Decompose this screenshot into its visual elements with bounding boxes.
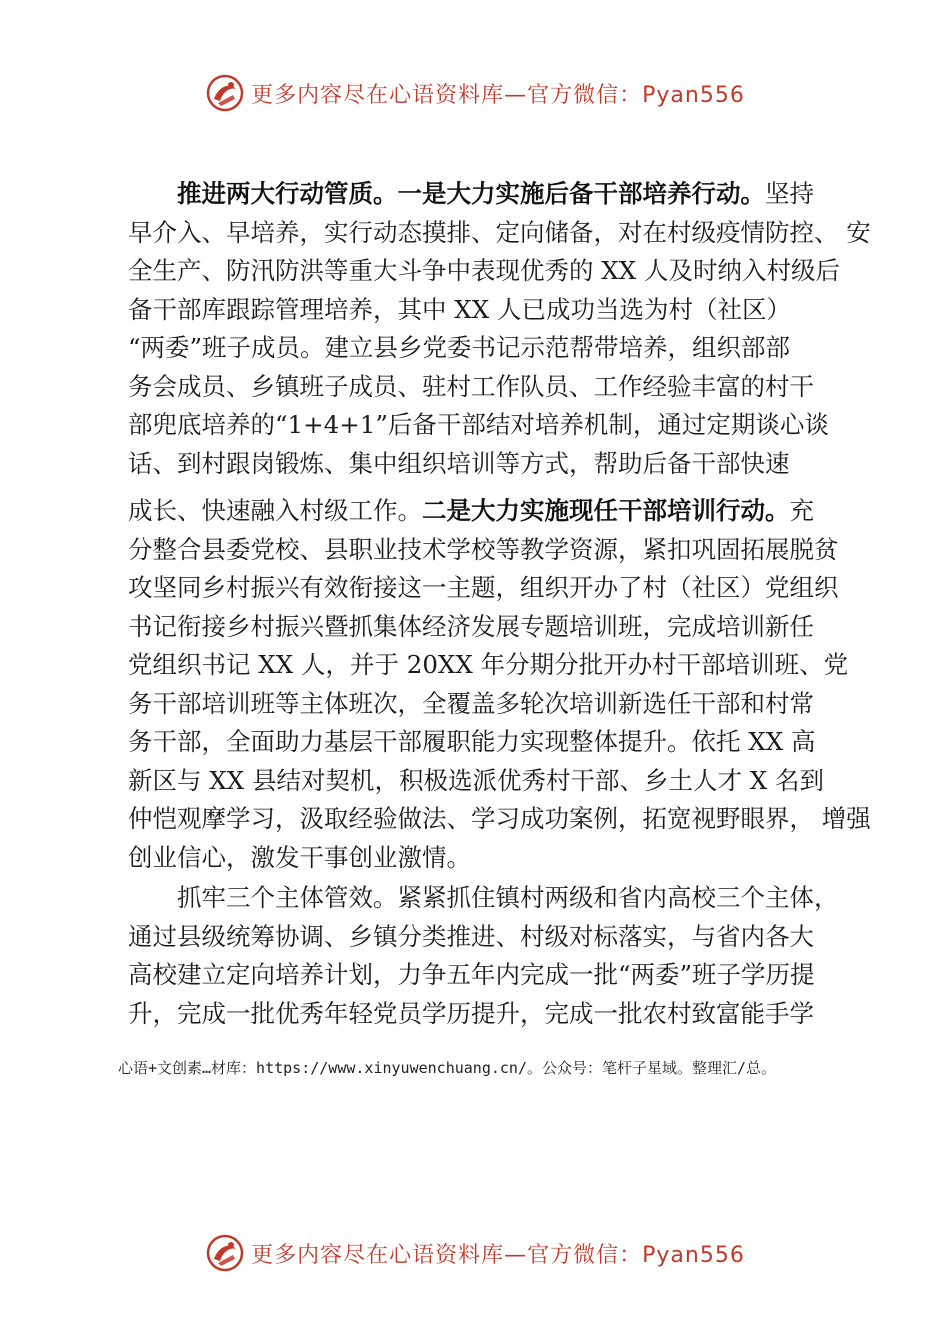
bold-phrase: 一是大力实施后备干部培养行动。 bbox=[397, 179, 765, 208]
text-line: 升，完成一批优秀年轻党员学历提升，完成一批农村致富能手学 bbox=[128, 998, 814, 1028]
banner-text: 更多内容尽在心语资料库—官方微信：Pyan556 bbox=[251, 82, 745, 108]
text-line: 务会成员、乡镇班子成员、驻村工作队员、工作经验丰富的村干 bbox=[128, 371, 814, 401]
document-body bbox=[128, 175, 871, 1033]
text-line: 创业信心，激发干事创业激情。 bbox=[128, 842, 471, 872]
text-line: 书记衔接乡村振兴暨抓集体经济发展专题培训班，完成培训新任 bbox=[128, 611, 814, 641]
text-line: 抓牢三个主体管效。紧紧抓住镇村两级和省内高校三个主体， bbox=[177, 883, 839, 912]
section-heading: 推进两大行动管质。 bbox=[177, 179, 398, 208]
text-line: 务干部培训班等主体班次，全覆盖多轮次培训新选任干部和村常 bbox=[128, 688, 814, 718]
banner-text: 更多内容尽在心语资料库—官方微信：Pyan556 bbox=[251, 1242, 745, 1268]
text-line: 高校建立定向培养计划，力争五年内完成一批“两委”班子学历提 bbox=[128, 960, 815, 989]
text-line bbox=[128, 492, 848, 531]
text-line: 攻坚同乡村振兴有效衔接这一主题，组织开办了村（社区）党组织 bbox=[128, 573, 839, 602]
text-span: 坚持 bbox=[765, 179, 814, 208]
footer-banner bbox=[0, 1230, 950, 1276]
text-span: 成长、快速融入村级工作。 bbox=[128, 496, 422, 525]
header-banner bbox=[0, 70, 950, 116]
text-line bbox=[128, 175, 848, 214]
stamp-logo-icon bbox=[205, 1233, 245, 1273]
text-line: 仲恺观摩学习，汲取经验做法、学习成功案例，拓宽视野眼界， 增强 bbox=[128, 804, 871, 833]
text-line: 备干部库跟踪管理培养，其中 XX 人已成功当选为村（社区） bbox=[128, 294, 791, 324]
text-line: 分整合县委党校、县职业技术学校等教学资源，紧扣巩固拓展脱贫 bbox=[128, 534, 839, 564]
stamp-logo-icon bbox=[205, 73, 245, 113]
text-line: 通过县级统筹协调、乡镇分类推进、村级对标落实，与省内各大 bbox=[128, 921, 814, 951]
text-line: 党组织书记 XX 人，并于 20XX 年分期分批开办村干部培训班、党 bbox=[128, 650, 849, 679]
text-line: 早介入、早培养，实行动态摸排、定向储备，对在村级疫情防控、 安 bbox=[128, 217, 871, 247]
text-span: 充 bbox=[789, 496, 814, 525]
text-line: “两委”班子成员。建立县乡党委书记示范帮带培养，组织部部 bbox=[128, 333, 791, 362]
text-line: 全生产、防汛防洪等重大斗争中表现优秀的 XX 人及时纳入村级后 bbox=[128, 256, 840, 285]
text-line: 部兜底培养的“1+4+1”后备干部结对培养机制，通过定期谈心谈 bbox=[128, 410, 829, 439]
footnote: 心语+文创素…材库：https://www.xinyuwenchuang.cn/。公众号：笔杆子星域。整理汇/总。 bbox=[118, 1059, 777, 1077]
text-line: 新区与 XX 县结对契机，积极选派优秀村干部、乡土人才 X 名到 bbox=[128, 765, 824, 795]
text-line: 话、到村跟岗锻炼、集中组织培训等方式，帮助后备干部快速 bbox=[128, 448, 790, 478]
text-line: 务干部，全面助力基层干部履职能力实现整体提升。依托 XX 高 bbox=[128, 727, 816, 756]
bold-phrase: 二是大力实施现任干部培训行动。 bbox=[422, 496, 790, 525]
